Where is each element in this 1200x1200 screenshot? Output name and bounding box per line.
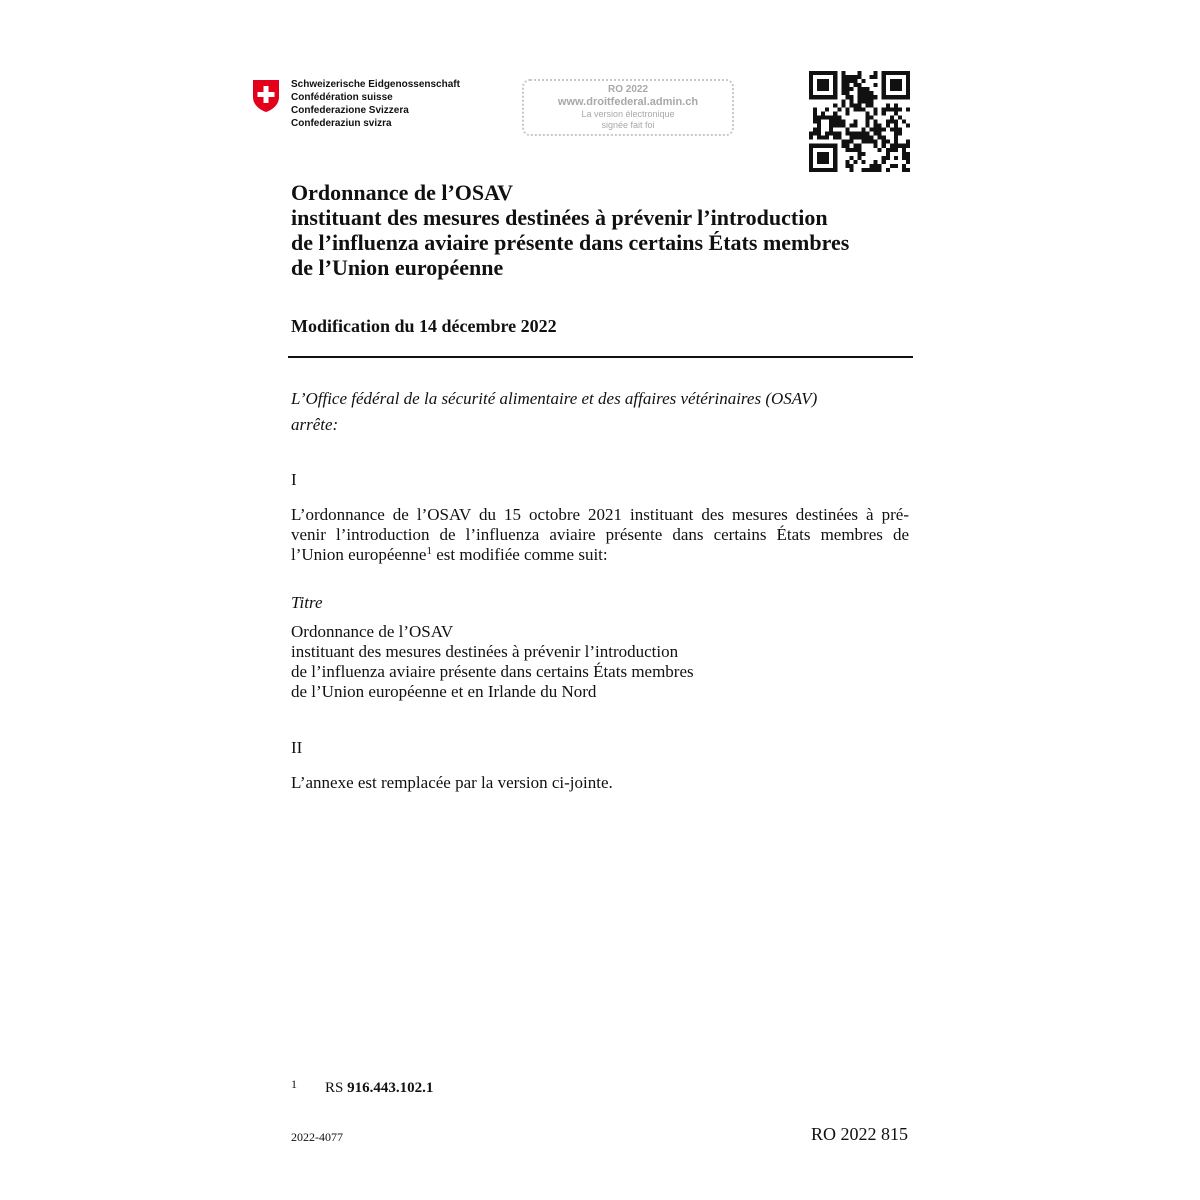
footnote-rs-number[interactable]: 916.443.102.1	[347, 1080, 434, 1096]
footnote-number: 1	[291, 1077, 297, 1091]
paragraph-text: est modifiée comme suit:	[431, 545, 608, 564]
titre-heading: Titre	[291, 593, 323, 612]
stamp-note-line2: signée fait foi	[601, 120, 655, 130]
title-line: de l’Union européenne	[291, 255, 504, 280]
preamble	[291, 386, 817, 438]
new-title-text	[291, 622, 694, 702]
qr-code-icon	[809, 71, 910, 172]
agency-line-de: Schweizerische Eidgenossenschaft	[291, 79, 460, 90]
annex-statement: L’annexe est remplacée par la version ci-jointe.	[291, 773, 613, 792]
new-title-line: de l’influenza aviaire présente dans certains États membres	[291, 662, 694, 681]
paragraph-line: venir l’introduction de l’influenza aviaire présente dans certains États membres de	[291, 525, 909, 544]
title-line: Ordonnance de l’OSAV	[291, 180, 514, 205]
stamp-url: www.droitfederal.admin.ch	[557, 96, 699, 108]
title-line: instituant des mesures destinées à prévenir l’introduction	[291, 205, 828, 230]
amendment-paragraph	[291, 505, 909, 565]
title-divider	[288, 356, 913, 358]
new-title-line: de l’Union européenne et en Irlande du Nord	[291, 682, 597, 701]
swiss-cross-shield-icon	[251, 79, 281, 113]
paragraph-line: L’ordonnance de l’OSAV du 15 octobre 2021 instituant des mesures destinées à pré-	[291, 505, 909, 524]
document-title	[291, 180, 931, 280]
paragraph-text: l’Union européenne	[291, 545, 427, 564]
new-title-line: Ordonnance de l’OSAV	[291, 622, 454, 641]
stamp-ro-label: RO 2022	[607, 84, 649, 95]
paragraph-line	[291, 545, 909, 565]
section-numeral-1: I	[291, 470, 297, 489]
preamble-authority: L’Office fédéral de la sécurité alimentaire et des affaires vétérinaires (OSAV)	[291, 389, 818, 408]
agency-line-it: Confederazione Svizzera	[291, 105, 409, 116]
footnote-text	[325, 1080, 433, 1097]
federal-agency-names	[291, 78, 460, 130]
section-numeral-2: II	[291, 738, 303, 757]
agency-line-rm: Confederaziun svizra	[291, 118, 392, 129]
title-line: de l’influenza aviaire présente dans certains États membres	[291, 230, 850, 255]
agency-line-fr: Confédération suisse	[291, 92, 393, 103]
footnote-reference[interactable]: 1	[426, 545, 432, 557]
footnote-prefix: RS	[325, 1080, 348, 1096]
ro-reference: RO 2022 815	[810, 1124, 908, 1144]
electronic-signature-stamp	[522, 79, 734, 136]
stamp-note-line1: La version électronique	[581, 109, 675, 119]
new-title-line: instituant des mesures destinées à prévenir l’introduction	[291, 642, 679, 661]
preamble-decree: arrête:	[291, 415, 339, 434]
modification-date: Modification du 14 décembre 2022	[291, 316, 557, 336]
document-id: 2022-4077	[291, 1130, 343, 1144]
